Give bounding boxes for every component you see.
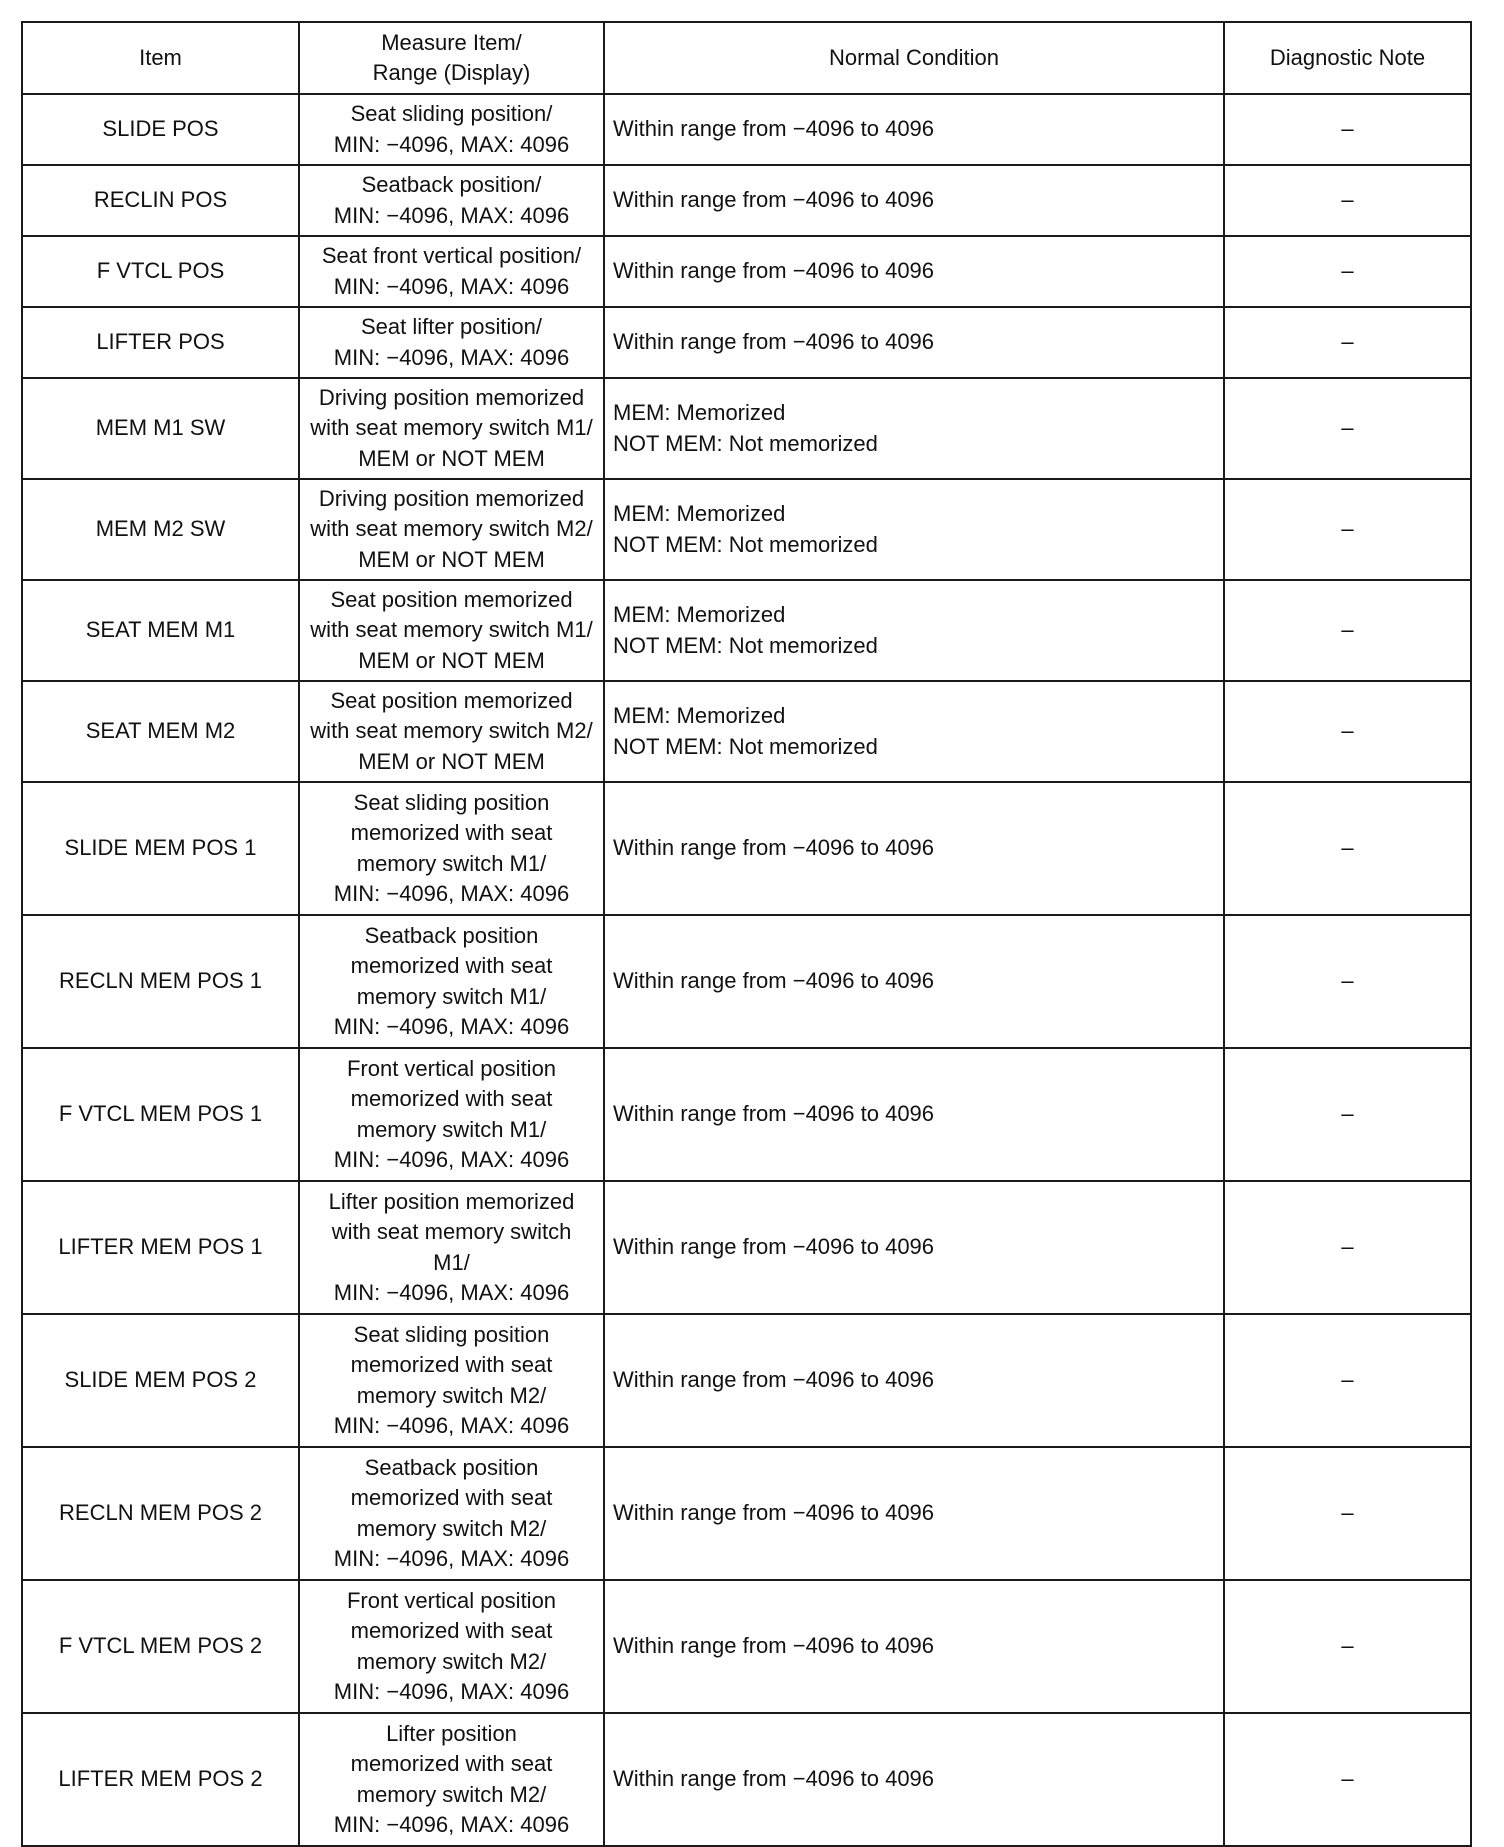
- measure-item-cell: Driving position memorized with seat memory switch M1/ MEM or NOT MEM: [299, 378, 604, 479]
- measure-item-cell: Seat sliding position memorized with seat memory switch M1/ MIN: −4096, MAX: 4096: [299, 782, 604, 915]
- measure-item-cell: Seat sliding position memorized with seat memory switch M2/ MIN: −4096, MAX: 4096: [299, 1314, 604, 1447]
- measure-item-cell: Front vertical position memorized with seat memory switch M2/ MIN: −4096, MAX: 4096: [299, 1580, 604, 1713]
- table-row: [22, 479, 1471, 580]
- diagnostic-note-cell: –: [1224, 1713, 1471, 1846]
- normal-condition-cell: Within range from −4096 to 4096: [604, 1314, 1224, 1447]
- measure-item-cell: Seat position memorized with seat memory switch M2/ MEM or NOT MEM: [299, 681, 604, 782]
- item-name-cell: SLIDE MEM POS 2: [22, 1314, 299, 1447]
- diagnostic-note-cell: –: [1224, 1314, 1471, 1447]
- normal-condition-cell: Within range from −4096 to 4096: [604, 1713, 1224, 1846]
- table-row: [22, 1447, 1471, 1580]
- normal-condition-cell: MEM: Memorized NOT MEM: Not memorized: [604, 681, 1224, 782]
- measure-item-cell: Seatback position/ MIN: −4096, MAX: 4096: [299, 165, 604, 236]
- measure-item-cell: Seat sliding position/ MIN: −4096, MAX: 4096: [299, 94, 604, 165]
- normal-condition-cell: Within range from −4096 to 4096: [604, 236, 1224, 307]
- measure-item-cell: Lifter position memorized with seat memory switch M2/ MIN: −4096, MAX: 4096: [299, 1713, 604, 1846]
- normal-condition-cell: Within range from −4096 to 4096: [604, 307, 1224, 378]
- item-name-cell: SLIDE POS: [22, 94, 299, 165]
- measure-item-cell: Seat front vertical position/ MIN: −4096, MAX: 4096: [299, 236, 604, 307]
- diagnostic-note-cell: –: [1224, 1580, 1471, 1713]
- measure-item-cell: Seat position memorized with seat memory switch M1/ MEM or NOT MEM: [299, 580, 604, 681]
- normal-condition-cell: MEM: Memorized NOT MEM: Not memorized: [604, 378, 1224, 479]
- diagnostic-note-cell: –: [1224, 165, 1471, 236]
- table-row: [22, 165, 1471, 236]
- diagnostic-note-cell: –: [1224, 94, 1471, 165]
- measure-item-cell: Seat lifter position/ MIN: −4096, MAX: 4096: [299, 307, 604, 378]
- data-monitor-table: [21, 21, 1472, 1847]
- header-item: Item: [22, 22, 299, 94]
- item-name-cell: SEAT MEM M1: [22, 580, 299, 681]
- normal-condition-cell: Within range from −4096 to 4096: [604, 1181, 1224, 1314]
- diagnostic-note-cell: –: [1224, 681, 1471, 782]
- table-row: [22, 236, 1471, 307]
- table-row: [22, 1580, 1471, 1713]
- item-name-cell: SLIDE MEM POS 1: [22, 782, 299, 915]
- normal-condition-cell: Within range from −4096 to 4096: [604, 915, 1224, 1048]
- table-row: [22, 681, 1471, 782]
- header-row: [22, 22, 1471, 94]
- measure-item-cell: Seatback position memorized with seat memory switch M1/ MIN: −4096, MAX: 4096: [299, 915, 604, 1048]
- diagnostic-note-cell: –: [1224, 580, 1471, 681]
- item-name-cell: MEM M1 SW: [22, 378, 299, 479]
- diagnostic-note-cell: –: [1224, 1181, 1471, 1314]
- normal-condition-cell: MEM: Memorized NOT MEM: Not memorized: [604, 580, 1224, 681]
- item-name-cell: LIFTER MEM POS 2: [22, 1713, 299, 1846]
- measure-item-cell: Front vertical position memorized with seat memory switch M1/ MIN: −4096, MAX: 4096: [299, 1048, 604, 1181]
- diagnostic-note-cell: –: [1224, 1048, 1471, 1181]
- diagnostic-note-cell: –: [1224, 782, 1471, 915]
- item-name-cell: MEM M2 SW: [22, 479, 299, 580]
- item-name-cell: F VTCL POS: [22, 236, 299, 307]
- item-name-cell: LIFTER MEM POS 1: [22, 1181, 299, 1314]
- table-row: [22, 378, 1471, 479]
- measure-item-cell: Seatback position memorized with seat memory switch M2/ MIN: −4096, MAX: 4096: [299, 1447, 604, 1580]
- normal-condition-cell: Within range from −4096 to 4096: [604, 1447, 1224, 1580]
- diagnostic-note-cell: –: [1224, 1447, 1471, 1580]
- measure-item-cell: Driving position memorized with seat memory switch M2/ MEM or NOT MEM: [299, 479, 604, 580]
- table-row: [22, 307, 1471, 378]
- header-normal-condition: Normal Condition: [604, 22, 1224, 94]
- header-measure-item: Measure Item/ Range (Display): [299, 22, 604, 94]
- table-row: [22, 580, 1471, 681]
- item-name-cell: LIFTER POS: [22, 307, 299, 378]
- measure-item-cell: Lifter position memorized with seat memory switch M1/ MIN: −4096, MAX: 4096: [299, 1181, 604, 1314]
- table-row: [22, 94, 1471, 165]
- item-name-cell: F VTCL MEM POS 1: [22, 1048, 299, 1181]
- normal-condition-cell: Within range from −4096 to 4096: [604, 1580, 1224, 1713]
- item-name-cell: SEAT MEM M2: [22, 681, 299, 782]
- table-row: [22, 915, 1471, 1048]
- table-row: [22, 1181, 1471, 1314]
- normal-condition-cell: Within range from −4096 to 4096: [604, 1048, 1224, 1181]
- item-name-cell: RECLN MEM POS 1: [22, 915, 299, 1048]
- normal-condition-cell: Within range from −4096 to 4096: [604, 165, 1224, 236]
- item-name-cell: F VTCL MEM POS 2: [22, 1580, 299, 1713]
- diagnostic-note-cell: –: [1224, 378, 1471, 479]
- normal-condition-cell: MEM: Memorized NOT MEM: Not memorized: [604, 479, 1224, 580]
- header-diagnostic-note: Diagnostic Note: [1224, 22, 1471, 94]
- diagnostic-note-cell: –: [1224, 236, 1471, 307]
- diagnostic-note-cell: –: [1224, 307, 1471, 378]
- item-name-cell: RECLIN POS: [22, 165, 299, 236]
- table-row: [22, 1314, 1471, 1447]
- diagnostic-note-cell: –: [1224, 915, 1471, 1048]
- item-name-cell: RECLN MEM POS 2: [22, 1447, 299, 1580]
- table-row: [22, 1713, 1471, 1846]
- table-row: [22, 1048, 1471, 1181]
- diagnostic-note-cell: –: [1224, 479, 1471, 580]
- normal-condition-cell: Within range from −4096 to 4096: [604, 782, 1224, 915]
- table-row: [22, 782, 1471, 915]
- normal-condition-cell: Within range from −4096 to 4096: [604, 94, 1224, 165]
